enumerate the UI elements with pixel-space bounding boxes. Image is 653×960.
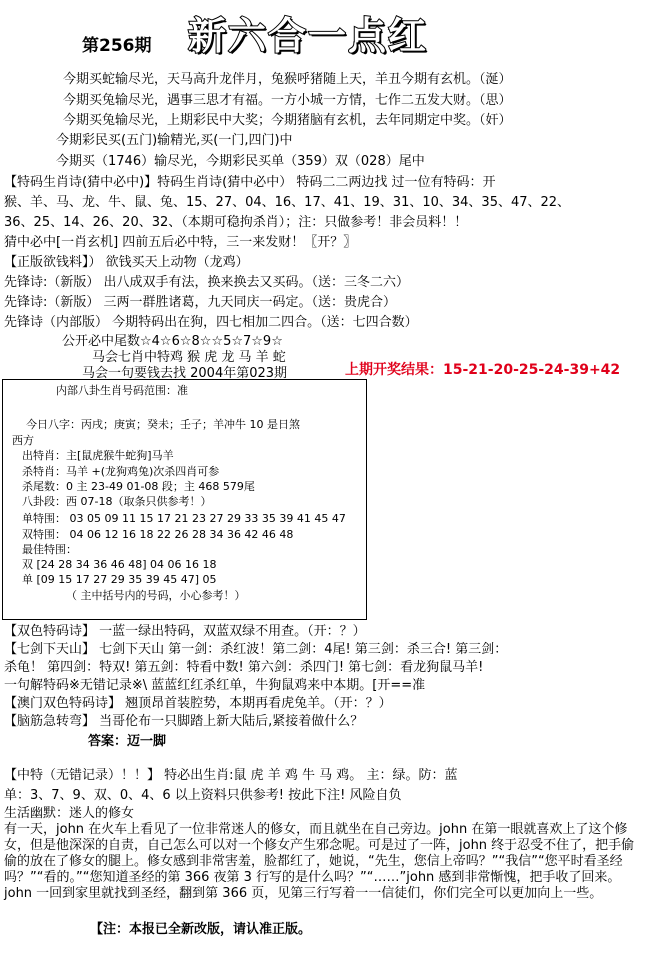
qijian-line-1: 【七剑下天山】 七剑下天山 第一剑：杀红波！第二剑：4尾! 第三剑：杀三合! 第三剑： xyxy=(4,642,508,657)
special-line-3: 36、25、14、26、20、32、（本期可稳拘杀肖）；注：只做参考！非会员料！！ xyxy=(4,215,468,230)
box-kill-tail: 杀尾数：0 主 23-49 01-08 段；主 468 579尾 xyxy=(22,480,255,493)
zodiac-seven-line: 马会七肖中特鸡 猴 虎 龙 马 羊 蛇 xyxy=(92,350,286,365)
footer-note: 【注：本报已全新改版，请认准正版。 xyxy=(90,922,312,937)
box-bazi-line: 今日八字：丙戌；庚寅；癸未；壬子；羊冲牛 10 是日煞 xyxy=(26,418,300,431)
intro-line-2: 今期买兔输尽光，遇事三思才有福。一方小城一方情，七作二五发大财。（思） xyxy=(63,93,512,108)
box-heading: 内部八卦生肖号码范围：准 xyxy=(56,384,188,397)
last-result xyxy=(345,362,620,378)
box-best-odd: 单 [09 15 17 27 29 35 39 45 47] 05 xyxy=(22,573,217,586)
humor-story: 有一天，john 在火车上看见了一位非常迷人的修女，而且就坐在自己旁边。john 在第一眼就喜欢上了这个修女，但是他深深的自责，自己怎么可以对一个修女产生邪念呢。可是过了一阵，john 终于忍受不住了，把手偷偷的放在了修女的腿上。修女感到非常害羞，脸都红了，她说，“先生，您信上帝吗？”“我信”“您平时看圣经吗？”“看的。”“您知道圣经的第 366 夜第 3 行写的是什么吗？”“……”john 感到非常惭愧，把手收了回来。john 一回到家里就找到圣经，翻到第 366 页，见第三行写着一一信徒们，你们完全可以更加向上一些。 xyxy=(4,822,635,901)
naojin-line: 【脑筋急转弯】 当哥伦布一只脚踏上新大陆后,紧接着做什么？ xyxy=(4,714,364,729)
xianfeng-verse-1: 先锋诗:（新版） 出八成双手有法，换来换去又买码。（送：三冬二六） xyxy=(4,275,410,290)
zhongte-line-2: 单：3、7、9、双、0、4、6 以上资料只供参考! 按此下注! 风险自负 xyxy=(4,788,402,803)
box-direction: 西方 xyxy=(12,434,34,447)
qijian-line-2: 杀龟！ 第四剑：特双! 第五剑：特看中数! 第六剑：杀四门! 第七剑：看龙狗鼠马羊! xyxy=(4,660,484,675)
riddle-line: 马会一句要钱去找 2004年第023期 xyxy=(82,366,288,381)
special-line-1: 【特码生肖诗(猜中必中)】特码生肖诗(猜中必中） 特码二二两边找 过一位有特码：开 xyxy=(4,175,496,190)
xianfeng-verse-3: 先锋诗（内部版） 今期特码出在狗，四七相加二四合。（送：七四合数） xyxy=(4,315,418,330)
box-odd-range: 单特围： 03 05 09 11 15 17 21 23 27 29 33 35 39 41 45 47 xyxy=(22,512,346,525)
answer-line: 答案：迈一脚 xyxy=(88,734,167,749)
box-note: （ 主中括号内的号码，小心参考！） xyxy=(66,589,246,602)
box-even-range: 双特围： 04 06 12 16 18 22 26 28 34 36 42 46 48 xyxy=(22,528,294,541)
box-kill-zodiac: 杀特肖：马羊 +(龙狗鸡兔)次杀四肖可参 xyxy=(22,465,220,478)
issue-number: 第256期 xyxy=(82,36,152,56)
zhongte-line-1: 【中特（无错记录）！！】 特必出生肖:鼠 虎 羊 鸡 牛 马 鸡。 主：绿。防：蓝 xyxy=(4,768,458,783)
box-out-zodiac: 出特肖：主[鼠虎猴牛蛇狗]马羊 xyxy=(22,449,174,462)
xianfeng-verse-2: 先锋诗:（新版） 三两一群胜诸葛，九天同庆一码定。（送：贵虎合） xyxy=(4,295,397,310)
aomen-line: 【澳门双色特码诗】 翘顶昂首装腔势，本期再看虎兔羊。（开：？） xyxy=(4,696,392,711)
shuangse-line: 【双色特码诗】 一蓝一绿出特码，双蓝双绿不用查。（开：？） xyxy=(4,624,366,639)
special-line-4: 猜中必中[一肖玄机] 四前五后必中特，三一来发财！〖开？〗 xyxy=(4,235,357,250)
humor-title: 生活幽默：迷人的修女 xyxy=(4,806,135,821)
intro-line-3: 今期买兔输尽光，上期彩民中大奖；今期猪脑有玄机，去年同期定中奖。（奸） xyxy=(63,113,512,128)
last-result-label: 上期开奖结果： xyxy=(345,362,443,378)
box-best-even: 双 [24 28 34 36 46 48] 04 06 16 18 xyxy=(22,558,217,571)
special-line-2: 猴、羊、马、龙、牛、鼠、兔、15、27、04、16、17、41、19、31、10、34、35、47、22、 xyxy=(4,195,571,210)
zhengban-line: 【正版欲钱料】） 欲钱买天上动物（龙鸡） xyxy=(4,255,249,270)
intro-line-5: 今期买（1746）输尽光，今期彩民买单（359）双（028）尾中 xyxy=(56,154,425,169)
box-bagua-range: 八卦段：西 07-18（取条只供参考！） xyxy=(22,495,212,508)
qijian-line-3: 一句解特码※无错记录※\ 蓝蓝红红杀红单，牛狗鼠鸡来中本期。[开==准 xyxy=(4,678,426,693)
intro-line-4: 今期彩民买(五门)输精光,买(一门,四门)中 xyxy=(56,133,293,148)
newspaper-title: 新六合一点红 xyxy=(188,13,429,58)
tail-number-line: 公开必中尾数☆4☆6☆8☆☆5☆7☆9☆ xyxy=(62,334,283,349)
last-result-numbers: 15-21-20-25-24-39+42 xyxy=(443,362,621,378)
intro-line-1: 今期买蛇输尽光，天马高升龙伴月，兔猴呼猪随上天，羊丑今期有玄机。（涎） xyxy=(63,72,512,87)
box-best-range: 最佳特围： xyxy=(22,543,77,556)
